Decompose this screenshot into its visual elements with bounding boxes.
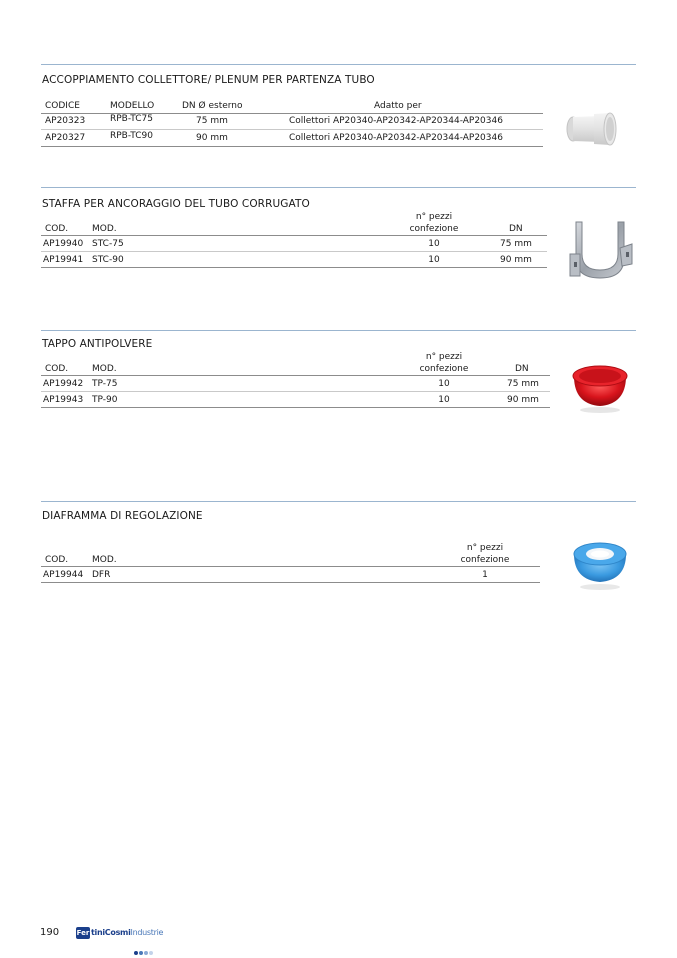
- cell-code: AP19940: [43, 239, 84, 249]
- column-header-pieces: n° pezzi: [466, 543, 504, 553]
- cell-pieces: 10: [428, 255, 440, 265]
- brand-logo: [76, 926, 164, 946]
- table-header-rule: [41, 235, 547, 236]
- column-header-dn: DN: [509, 224, 523, 234]
- cell-pieces: 10: [428, 239, 440, 249]
- diaphragm-image: [568, 532, 632, 592]
- cell-code: AP19941: [43, 255, 84, 265]
- table-row-rule: [41, 129, 543, 130]
- dust-cap-image: [568, 358, 632, 414]
- cell-model: RPB-TC75: [110, 114, 153, 124]
- cell-code: AP20323: [45, 116, 86, 126]
- column-header-package: confezione: [460, 555, 510, 565]
- column-header-dn: DN Ø esterno: [182, 101, 243, 111]
- cell-model: TP-75: [92, 379, 118, 389]
- cell-pieces: 10: [438, 395, 450, 405]
- table-bottom-rule: [41, 582, 540, 583]
- column-header-model: MOD.: [92, 364, 117, 374]
- cell-code: AP19942: [43, 379, 84, 389]
- cell-dn: 90 mm: [500, 255, 532, 265]
- table-bottom-rule: [41, 146, 543, 147]
- cell-code: AP19944: [43, 570, 84, 580]
- section-title: DIAFRAMMA DI REGOLAZIONE: [42, 510, 203, 522]
- section-title: TAPPO ANTIPOLVERE: [42, 338, 153, 350]
- cell-dn: 75 mm: [196, 116, 228, 126]
- column-header-package: confezione: [419, 364, 469, 374]
- logo-text-bold: tiniCosmi: [91, 928, 131, 937]
- column-header-code: CODICE: [45, 101, 80, 111]
- column-header-code: COD.: [45, 224, 69, 234]
- column-header-suitable-for: Adatto per: [374, 101, 422, 111]
- column-header-pieces: n° pezzi: [425, 352, 463, 362]
- cell-model: DFR: [92, 570, 111, 580]
- logo-text-light: Industrie: [130, 928, 164, 937]
- cell-model: STC-90: [92, 255, 124, 265]
- cell-code: AP19943: [43, 395, 84, 405]
- cell-suitable-for: Collettori AP20340-AP20342-AP20344-AP20346: [289, 133, 503, 143]
- cell-dn: 90 mm: [507, 395, 539, 405]
- section-title: STAFFA PER ANCORAGGIO DEL TUBO CORRUGATO: [42, 198, 310, 210]
- logo-text: [91, 927, 163, 939]
- cell-model: STC-75: [92, 239, 124, 249]
- column-header-package: confezione: [409, 224, 459, 234]
- cell-model: RPB-TC90: [110, 131, 153, 141]
- table-bottom-rule: [41, 407, 550, 408]
- column-header-code: COD.: [45, 555, 69, 565]
- logo-dots-icon: [134, 940, 154, 958]
- table-header-rule: [41, 566, 540, 567]
- column-header-code: COD.: [45, 364, 69, 374]
- column-header-dn: DN: [515, 364, 529, 374]
- page-number: 190: [40, 927, 60, 938]
- cell-code: AP20327: [45, 133, 86, 143]
- section-divider: [41, 330, 636, 331]
- section-title: ACCOPPIAMENTO COLLETTORE/ PLENUM PER PARTENZA TUBO: [42, 74, 375, 86]
- section-divider: [41, 64, 636, 65]
- table-header-rule: [41, 375, 550, 376]
- logo-badge: Fer: [76, 929, 90, 937]
- column-header-model: MOD.: [92, 224, 117, 234]
- table-row-rule: [41, 251, 547, 252]
- bracket-image: [566, 214, 636, 284]
- coupling-sleeve-image: [560, 108, 620, 154]
- cell-dn: 90 mm: [196, 133, 228, 143]
- section-divider: [41, 187, 636, 188]
- column-header-model: MOD.: [92, 555, 117, 565]
- cell-pieces: 1: [482, 570, 488, 580]
- cell-model: TP-90: [92, 395, 118, 405]
- table-row-rule: [41, 391, 550, 392]
- table-bottom-rule: [41, 267, 547, 268]
- column-header-model: MODELLO: [110, 101, 155, 111]
- cell-pieces: 10: [438, 379, 450, 389]
- section-divider: [41, 501, 636, 502]
- cell-dn: 75 mm: [507, 379, 539, 389]
- cell-dn: 75 mm: [500, 239, 532, 249]
- cell-suitable-for: Collettori AP20340-AP20342-AP20344-AP20346: [289, 116, 503, 126]
- column-header-pieces: n° pezzi: [415, 212, 453, 222]
